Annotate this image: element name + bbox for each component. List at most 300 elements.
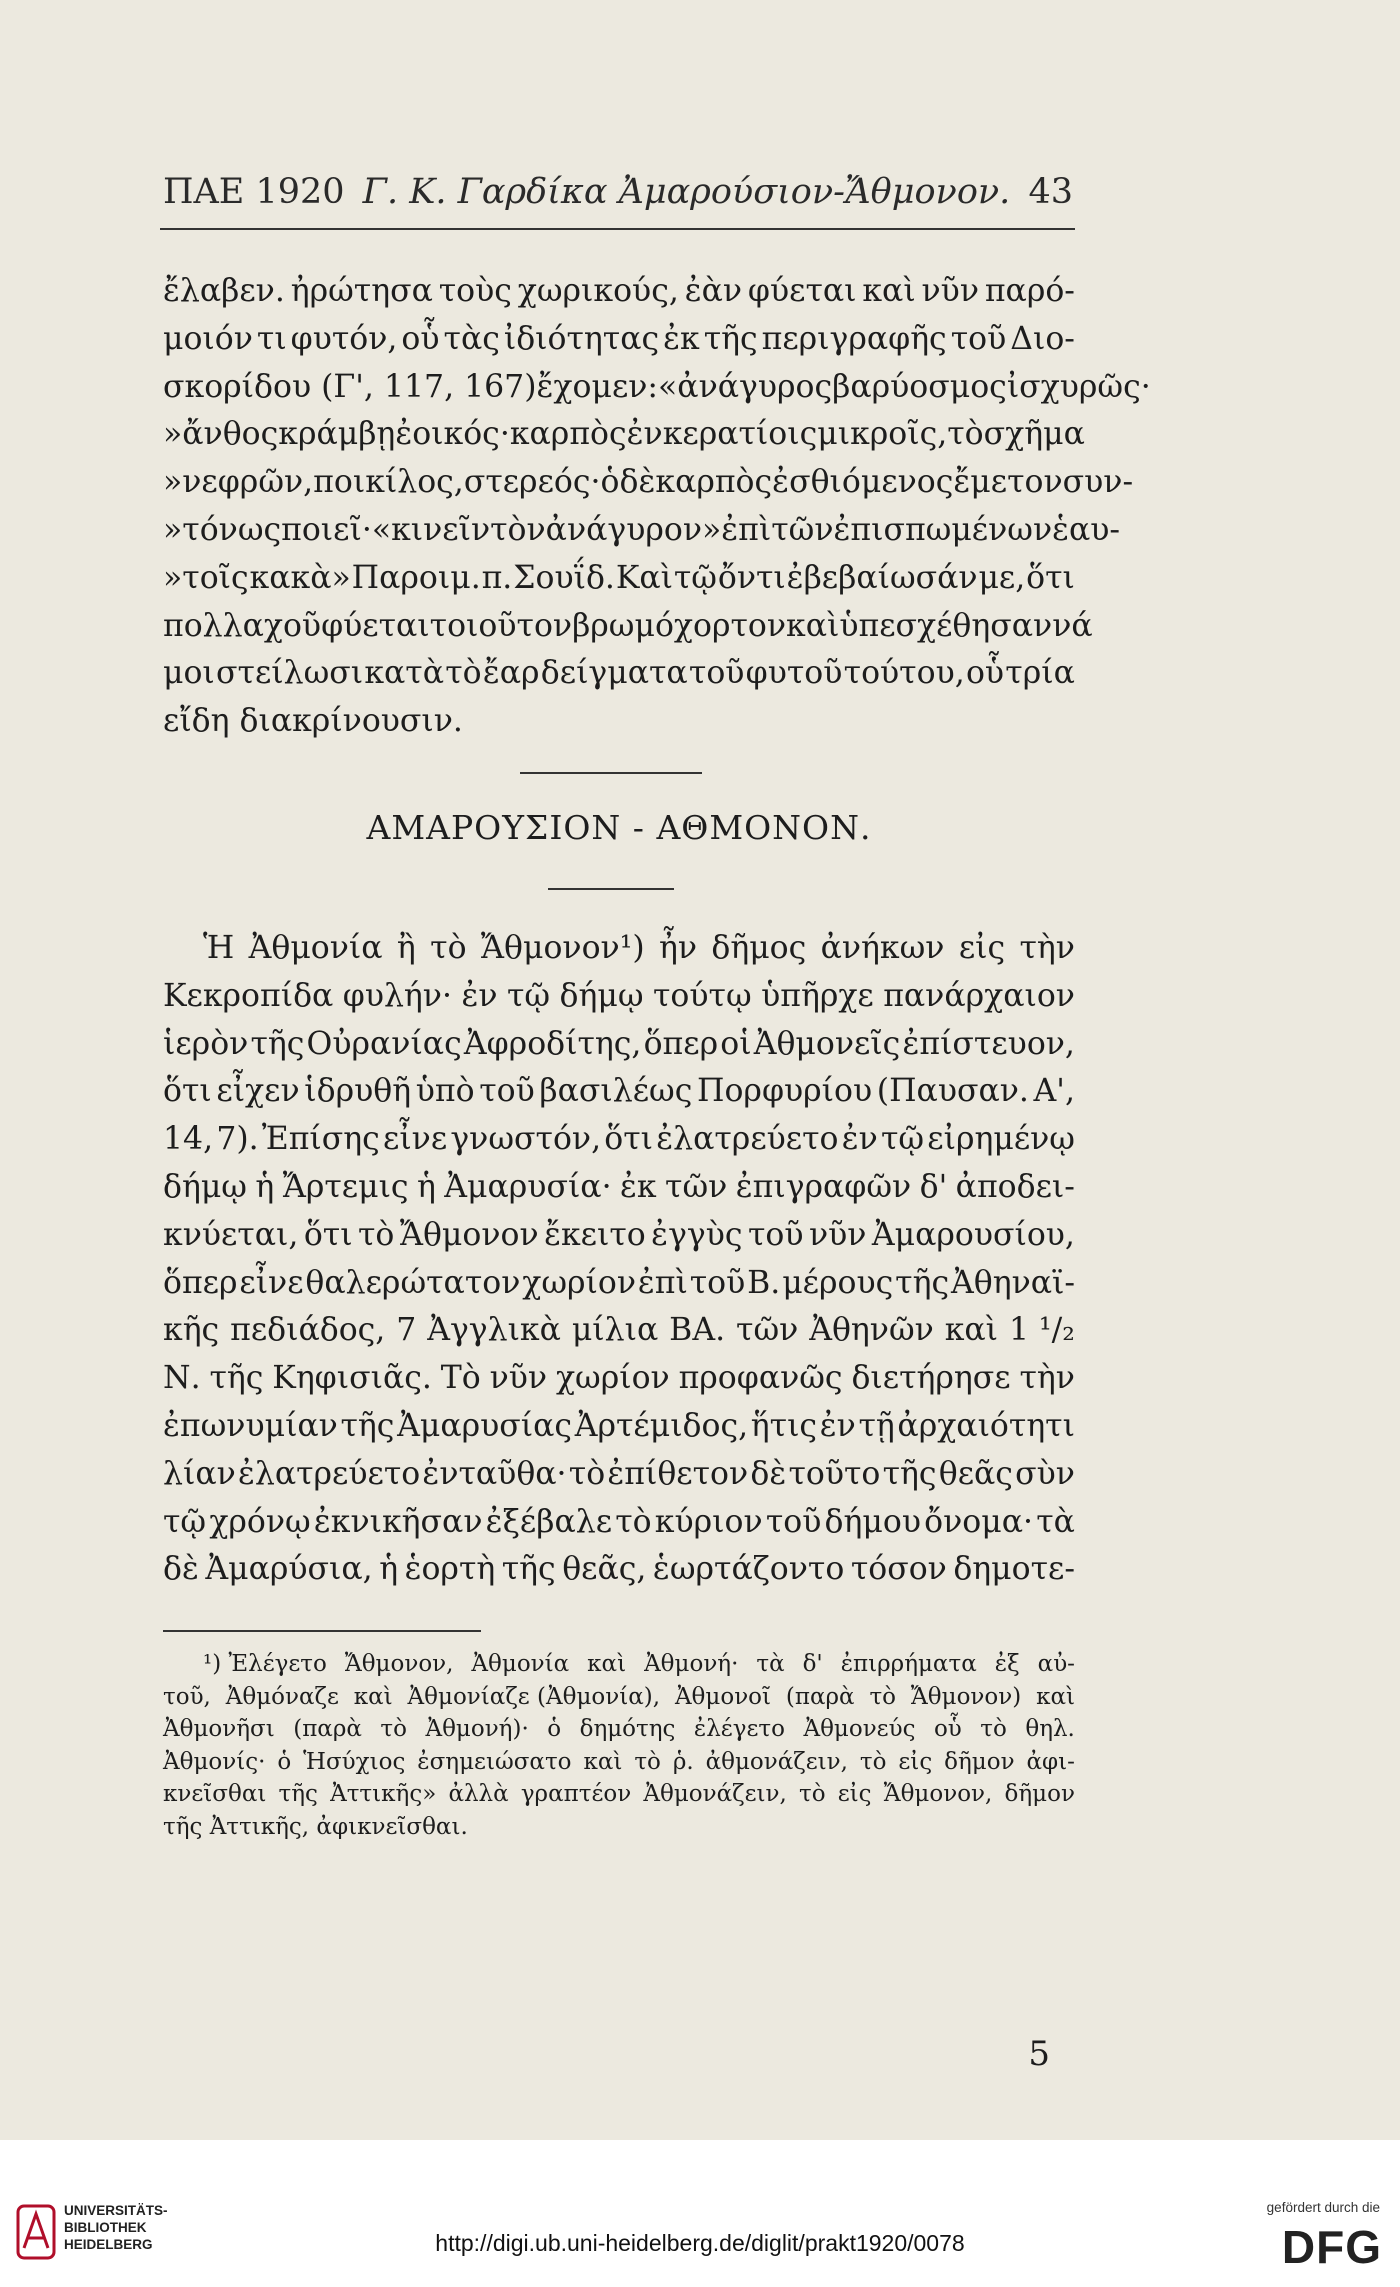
word: Ἄθμονον¹) xyxy=(480,930,645,966)
word: τὸν xyxy=(490,511,546,548)
word: εἶνε xyxy=(383,1121,448,1158)
word: ἐπιρρήματα xyxy=(840,1651,977,1677)
word: ὑπῆρχε xyxy=(761,977,874,1014)
word: δῆμος xyxy=(711,930,807,966)
word: Β. xyxy=(747,1264,781,1301)
word: ὁ xyxy=(277,1748,292,1775)
word: αὐ- xyxy=(1037,1651,1075,1677)
word: χωρίον xyxy=(522,1264,637,1301)
header-rule xyxy=(160,228,1075,230)
word: κερατίοις xyxy=(662,416,818,453)
word: τῷ xyxy=(506,977,551,1014)
word: δὲ xyxy=(750,1455,787,1492)
word: καὶ xyxy=(587,1651,627,1677)
word: φύεται xyxy=(747,273,857,309)
word: τόσον xyxy=(850,1551,947,1588)
word: ἱδρυθῆ xyxy=(304,1073,412,1110)
word: τὴν xyxy=(1019,930,1075,966)
word: ἑαυ- xyxy=(1052,511,1121,548)
word: ¹) Ἐλέγετο xyxy=(203,1651,327,1677)
word: Κηφισιᾶς. xyxy=(272,1360,432,1397)
footnotes xyxy=(163,1648,1075,1844)
word: φύεται xyxy=(321,607,430,644)
word: τοῦ xyxy=(479,1073,535,1110)
word: βρωμόχορτον xyxy=(572,607,787,644)
word: φυτόν, xyxy=(290,320,398,357)
word: ὅπερ xyxy=(643,1025,719,1062)
word: θεᾶς, xyxy=(562,1551,647,1588)
word: οὗ xyxy=(965,655,1005,692)
word: νῦν xyxy=(808,1216,867,1253)
word: σκορίδου (Γ', 117, 167) xyxy=(163,368,537,405)
word: Καὶ xyxy=(615,559,673,596)
text-line xyxy=(163,650,1075,698)
word: τὴν xyxy=(1019,1360,1075,1397)
word: τὸ xyxy=(380,1716,407,1743)
word: Ἀμαρυσία· xyxy=(444,1168,612,1205)
dfg-logo: DFG xyxy=(1281,2221,1382,2273)
header-journal: ΠΑΕ 1920 xyxy=(163,172,345,212)
word: ἐκ xyxy=(620,1168,657,1205)
word: καὶ xyxy=(583,1748,623,1775)
library-line: BIBLIOTHEK xyxy=(64,2220,147,2235)
word: Ἀττικῆς» xyxy=(330,1781,437,1808)
word: ἐπίθετον xyxy=(607,1455,749,1492)
word: ἐπὶ xyxy=(721,511,772,548)
word: ὁ xyxy=(547,1716,562,1743)
word: Ἄθμονον, xyxy=(883,1781,993,1808)
word: »τόνως xyxy=(163,511,282,548)
word: τῶν xyxy=(665,1168,728,1205)
text-line xyxy=(163,555,1075,603)
word: φυλήν· xyxy=(342,977,452,1014)
word: τι xyxy=(256,320,287,357)
text-line xyxy=(163,1212,1075,1260)
word: τοῦ, xyxy=(163,1683,211,1710)
word: Ἀθμονία xyxy=(248,930,383,966)
word: Οὐρανίας xyxy=(306,1025,462,1062)
word: »τοῖς xyxy=(163,559,249,596)
word: τὸ xyxy=(568,1455,606,1492)
word: ἐβεβαίωσάν xyxy=(786,559,978,596)
word: ἔαρ xyxy=(482,655,540,692)
word: Ἀμαρουσίου, xyxy=(871,1216,1075,1253)
text-line xyxy=(163,1648,1075,1681)
word: δήμου xyxy=(824,1503,921,1540)
word: ἡ xyxy=(379,1551,399,1588)
text-line xyxy=(163,1260,1075,1308)
word: κράμβῃ xyxy=(278,416,396,453)
word: τὰς xyxy=(443,320,500,357)
library-line: HEIDELBERG xyxy=(64,2237,153,2252)
word: μοι xyxy=(163,655,215,692)
word: Ἐπίσης xyxy=(261,1121,380,1158)
word: ὑπεσχέθησαν xyxy=(839,607,1053,644)
word: Ἀθηναϊ- xyxy=(950,1264,1075,1301)
word: Ἄρτεμις xyxy=(282,1168,409,1205)
word: γνωστόν, xyxy=(450,1121,602,1158)
word: καὶ xyxy=(862,273,916,309)
funded-by-label: gefördert durch die xyxy=(1266,2200,1380,2215)
word: τοιοῦτον xyxy=(429,607,573,644)
word: ὅτι xyxy=(604,1121,654,1158)
word: τὸ xyxy=(430,930,467,966)
text-line xyxy=(163,268,1075,316)
word: τὸ xyxy=(947,416,984,453)
word: καὶ xyxy=(1036,1683,1075,1710)
word: ἀρχαιότητι xyxy=(897,1407,1075,1444)
text-line xyxy=(163,1546,1075,1594)
word: ἢ xyxy=(396,930,416,966)
word: ἐκ xyxy=(663,320,700,357)
word: θεᾶς xyxy=(938,1455,1013,1492)
word: κνύεται, xyxy=(163,1216,299,1253)
word: τὸ xyxy=(634,1748,661,1775)
word: τὸ xyxy=(798,1781,826,1808)
viewer-footer xyxy=(0,2140,1400,2287)
text-line xyxy=(163,973,1075,1021)
text-line xyxy=(163,1355,1075,1403)
word: Ἀρτέμιδος, xyxy=(574,1407,749,1444)
word: 7 xyxy=(396,1312,417,1349)
text-line xyxy=(163,1681,1075,1714)
text-line xyxy=(163,1499,1075,1547)
word: τῆς Ἀττικῆς, ἀφικνεῖσθαι. xyxy=(163,1813,468,1840)
text-line xyxy=(163,1307,1075,1355)
word: Ἀθμονή· xyxy=(644,1651,739,1677)
word: καὶ xyxy=(786,607,840,644)
word: λίαν xyxy=(163,1455,236,1492)
word: ἐν xyxy=(841,1121,878,1158)
word: τῷ xyxy=(163,1503,207,1540)
word: νῦν xyxy=(489,1360,548,1397)
word: ὑπὸ xyxy=(415,1073,475,1110)
paragraph-1 xyxy=(163,268,1151,746)
word: ἀποδει- xyxy=(955,1168,1075,1205)
word: πεδιάδος, xyxy=(230,1312,386,1349)
word: Ἄθμονον xyxy=(399,1216,539,1253)
word: ποικίλος, xyxy=(313,464,464,501)
word: μοιόν xyxy=(163,320,253,357)
word: με, xyxy=(978,559,1026,596)
word: τῆς xyxy=(209,1360,264,1397)
word: ἐπίστευον, xyxy=(902,1025,1075,1062)
text-line xyxy=(163,1746,1075,1779)
word: τὸ xyxy=(615,1503,652,1540)
word: 7). xyxy=(216,1121,259,1158)
text-line xyxy=(163,925,1075,973)
word: ἀθμονάζειν, xyxy=(705,1748,848,1775)
word: Ἀθμονή)· xyxy=(425,1716,529,1743)
paragraph-2 xyxy=(163,925,1075,1594)
word: ἑωρτάζοντο xyxy=(652,1551,845,1588)
word: ὄντι xyxy=(717,559,786,596)
word: «κινεῖν xyxy=(371,511,491,548)
word: βασιλέως xyxy=(539,1073,693,1110)
word: θαλερώτατον xyxy=(305,1264,521,1301)
word: τοῦ xyxy=(950,320,1007,357)
word: τῷ xyxy=(880,1121,925,1158)
word: »νεφρῶν, xyxy=(163,464,314,501)
word: ἐπισπωμένων xyxy=(833,511,1053,548)
word: «ἀνάγυρος xyxy=(658,368,833,405)
text-line xyxy=(163,1451,1075,1499)
word: ἡ xyxy=(255,1168,275,1205)
word: εἰς xyxy=(958,930,1006,966)
word: σὺν xyxy=(1015,1455,1075,1492)
header-page-number: 43 xyxy=(1028,172,1073,212)
word: στείλωσι xyxy=(216,655,364,692)
word: καὶ xyxy=(353,1683,393,1710)
word: ἔμετον xyxy=(953,464,1063,501)
word: ἰδιότητας xyxy=(503,320,660,357)
word: ἀνάγυρον» xyxy=(545,511,722,548)
word: δὲ xyxy=(163,1551,199,1588)
word: Ἀθηνῶν xyxy=(809,1312,934,1349)
word: (Παυσαν. xyxy=(876,1073,1029,1110)
word: τῶν xyxy=(771,511,834,548)
word: Ἡσύχιος xyxy=(303,1748,406,1775)
word: τῆς xyxy=(501,1551,556,1588)
text-line xyxy=(163,459,1134,507)
word: βαρύοσμος xyxy=(832,368,1007,405)
word: ἐπωνυμίαν xyxy=(163,1407,338,1444)
word: δήμῳ xyxy=(559,977,644,1014)
word: δημότης xyxy=(579,1716,676,1743)
text-line xyxy=(163,1811,1075,1844)
word: Διο- xyxy=(1010,320,1075,357)
word: ἐπιγραφῶν xyxy=(735,1168,912,1205)
word: ἐν xyxy=(819,1407,856,1444)
running-header xyxy=(163,172,1073,228)
word: Α', xyxy=(1033,1073,1075,1110)
word: τὸ xyxy=(859,1748,887,1775)
word: δείγματα xyxy=(540,655,688,692)
word: νά xyxy=(1052,607,1093,644)
word: (παρὰ xyxy=(785,1683,855,1710)
word: Κεκροπίδα xyxy=(163,977,334,1014)
word: π. xyxy=(481,559,513,596)
word: τὸ xyxy=(980,1716,1007,1743)
word: Τὸ xyxy=(440,1360,481,1397)
word: ἐξ xyxy=(994,1651,1020,1677)
word: οἱ xyxy=(720,1025,752,1062)
word: κακὰ» xyxy=(249,559,351,596)
word: τοῦ xyxy=(765,1503,822,1540)
word: τοὺς xyxy=(438,273,512,309)
word: προφανῶς xyxy=(678,1360,843,1397)
section-divider-top xyxy=(520,772,702,774)
word: ἦν xyxy=(658,930,697,966)
text-line xyxy=(163,1778,1075,1811)
word: ἐλατρεύετο xyxy=(237,1455,421,1492)
word: Ἀμαρύσια, xyxy=(205,1551,373,1588)
word: σχῆμα xyxy=(983,416,1085,453)
word: τὸ xyxy=(358,1216,395,1253)
word: τῆς xyxy=(250,1025,305,1062)
word: τῆς xyxy=(340,1407,395,1444)
text-line xyxy=(163,1021,1075,1069)
word: ἐσημειώσατο xyxy=(417,1748,572,1775)
word: Ἀγγλικὰ xyxy=(427,1312,561,1349)
word: πανάρχαιον xyxy=(883,977,1075,1014)
word: ἐν xyxy=(626,416,663,453)
word: Ἀθμονεύς xyxy=(803,1716,916,1743)
word: Ἡ xyxy=(203,930,235,966)
footnote-rule xyxy=(163,1630,481,1632)
word: τὰ xyxy=(1036,1503,1075,1540)
word: τοῦτο xyxy=(788,1455,881,1492)
word: τῆς xyxy=(882,1455,937,1492)
word: εἶνε xyxy=(239,1264,304,1301)
word: Ν. xyxy=(163,1360,201,1397)
word: ποιεῖ· xyxy=(281,511,372,548)
word: ἔκειτο xyxy=(544,1216,646,1253)
word: (παρὰ xyxy=(293,1716,362,1743)
word: Πορφυρίου xyxy=(696,1073,873,1110)
permalink[interactable]: http://digi.ub.uni-heidelberg.de/diglit/prakt1920/0078 xyxy=(435,2230,965,2256)
word: παρό- xyxy=(984,273,1075,309)
word: ἐπὶ xyxy=(637,1264,688,1301)
word: ὅτι xyxy=(163,1073,212,1110)
word: ὄνομα· xyxy=(924,1503,1034,1540)
word: τούτου, xyxy=(843,655,965,692)
word: στερεός· xyxy=(463,464,601,501)
text-line xyxy=(163,603,1093,651)
word: νῦν xyxy=(921,273,979,309)
word: Ἀφροδίτης, xyxy=(463,1025,642,1062)
word: θηλ. xyxy=(1025,1716,1075,1743)
word: δῆμον xyxy=(1004,1781,1075,1808)
word: καρπὸς xyxy=(655,464,773,501)
word: 1 ¹/₂ xyxy=(1008,1312,1075,1349)
word: τρία xyxy=(1005,655,1075,692)
word: Ἄθμονον, xyxy=(344,1651,454,1677)
word: ἐξέβαλε xyxy=(485,1503,613,1540)
word: μικροῖς, xyxy=(817,416,948,453)
word: κύριον xyxy=(654,1503,763,1540)
word: Ἀθμονεῖς xyxy=(753,1025,901,1062)
word: ἠρώτησα xyxy=(290,273,433,309)
text-line xyxy=(163,1403,1075,1451)
word: τὰ xyxy=(756,1651,785,1677)
word: πολλαχοῦ xyxy=(163,607,322,644)
word: ἐκνικῆσαν xyxy=(313,1503,483,1540)
word: ἥτις xyxy=(750,1407,818,1444)
word: Ἀθμόναζε xyxy=(225,1683,339,1710)
word: χωρικούς, xyxy=(517,273,679,309)
word: ἀφι- xyxy=(1026,1748,1075,1775)
text-line xyxy=(163,1164,1075,1212)
word: τούτῳ xyxy=(652,977,752,1014)
word: ἀλλὰ xyxy=(448,1781,509,1808)
word: 14, xyxy=(163,1121,214,1158)
word: ὅπερ xyxy=(163,1264,238,1301)
word: δ' xyxy=(919,1168,948,1205)
word: »ἄνθος xyxy=(163,416,279,453)
word: δημοτε- xyxy=(953,1551,1075,1588)
word: τὸ xyxy=(869,1683,897,1710)
word: εἰρημένῳ xyxy=(927,1121,1075,1158)
word: ΒΑ. xyxy=(669,1312,726,1349)
section-heading: ΑΜΑΡΟΥΣΙΟΝ - ΑΘΜΟΝΟΝ. xyxy=(366,808,872,847)
word: τοῦ xyxy=(688,655,745,692)
word: Ἀθμονίς· xyxy=(163,1748,266,1775)
word: φυτοῦ xyxy=(745,655,843,692)
page-number: 5 xyxy=(1028,2034,1050,2074)
word: Σουΐδ. xyxy=(513,559,615,596)
word: δὲ xyxy=(619,464,656,501)
word: χωρίον xyxy=(555,1360,670,1397)
word: δῆμον xyxy=(944,1748,1015,1775)
word: διετήρησε xyxy=(851,1360,1011,1397)
word: γραπτέον xyxy=(520,1781,632,1808)
word: ἰσχυρῶς· xyxy=(1006,368,1151,405)
word: ἡ xyxy=(417,1168,436,1205)
word: καὶ xyxy=(944,1312,999,1349)
word: Ἀθμονία xyxy=(471,1651,570,1677)
word: ὅτι xyxy=(1026,559,1075,596)
word: ἐλέγετο xyxy=(693,1716,785,1743)
word: τῷ xyxy=(673,559,717,596)
word: κνεῖσθαι xyxy=(163,1781,267,1808)
word: τὸ xyxy=(445,655,482,692)
word: εἶχεν xyxy=(216,1073,300,1110)
word: δ' xyxy=(802,1651,823,1677)
text-line xyxy=(163,316,1075,364)
word: ἐὰν xyxy=(684,273,743,309)
word: ἱερὸν xyxy=(163,1025,249,1062)
word: εἰς xyxy=(837,1781,872,1808)
word: κατὰ xyxy=(364,655,445,692)
word: τοῦ xyxy=(689,1264,746,1301)
word: ἐν xyxy=(461,977,498,1014)
word: ἑορτὴ xyxy=(404,1551,496,1588)
word: Ἀμαρυσίας xyxy=(397,1407,573,1444)
word: Ἄθμονον) xyxy=(910,1683,1022,1710)
word: ἐοικός· xyxy=(395,416,510,453)
word: εἴδη διακρίνουσιν. xyxy=(163,703,463,740)
word: ἀνήκων xyxy=(820,930,945,966)
word: οὗ xyxy=(401,320,440,357)
library-line: UNIVERSITÄTS- xyxy=(64,2203,168,2218)
section-divider-bottom xyxy=(548,888,674,890)
word: Ἀθμονίαζε (Ἀθμονία), xyxy=(407,1683,661,1710)
text-line xyxy=(163,1068,1075,1116)
word: Παροιμ. xyxy=(351,559,481,596)
word: μέρους xyxy=(782,1264,894,1301)
word: Ἀθμονῆσι xyxy=(163,1716,275,1743)
word: Ἀθμονοῖ xyxy=(674,1683,772,1710)
word: Ἀθμονάζειν, xyxy=(643,1781,787,1808)
word: τῆς xyxy=(278,1781,318,1808)
word: τῆς xyxy=(703,320,758,357)
word: κῆς xyxy=(163,1312,220,1349)
word: ἐσθιόμενος xyxy=(772,464,954,501)
word: ὁ xyxy=(600,464,620,501)
word: ἐλατρεύετο xyxy=(656,1121,839,1158)
text-line xyxy=(163,1116,1075,1164)
text-line xyxy=(163,507,1121,555)
text-line xyxy=(163,411,1085,459)
word: τῆς xyxy=(895,1264,950,1301)
word: ῥ. xyxy=(672,1748,694,1775)
word: συν- xyxy=(1062,464,1134,501)
word: εἰς xyxy=(898,1748,933,1775)
header-title: Γ. Κ. Γαρδίκα Ἀμαρούσιον-Ἄθμονον. xyxy=(362,172,1011,212)
word: δήμῳ xyxy=(163,1168,247,1205)
text-line xyxy=(163,1713,1075,1746)
